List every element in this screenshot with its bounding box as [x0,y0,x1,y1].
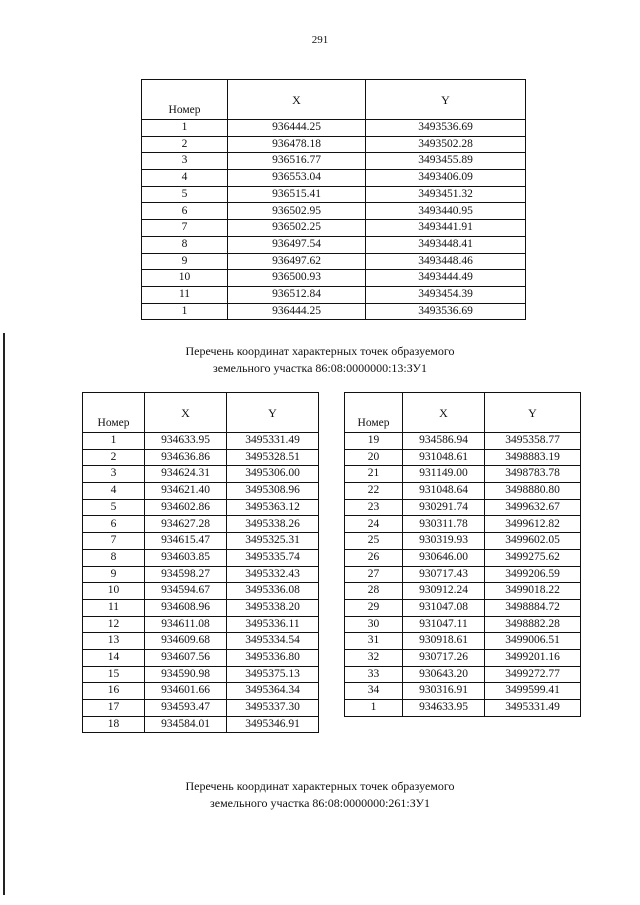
table-row [345,683,581,700]
cell-x: 936502.25 [228,220,366,237]
cell-x: 934584.01 [145,716,227,733]
table-row [142,170,526,187]
cell-x: 936512.84 [228,286,366,303]
table-row [142,220,526,237]
cell-number: 4 [83,483,145,500]
cell-x: 936502.95 [228,203,366,220]
cell-number: 6 [142,203,228,220]
cell-x: 934594.67 [145,583,227,600]
cell-y: 3498882.28 [485,616,581,633]
table-row [83,649,319,666]
header-y: Y [485,393,581,433]
cell-y: 3498883.19 [485,449,581,466]
cell-x: 930717.43 [403,566,485,583]
cell-x: 930643.20 [403,666,485,683]
cell-x: 936553.04 [228,170,366,187]
table-row [142,120,526,137]
table-row [345,533,581,550]
cell-number: 20 [345,449,403,466]
header-x: X [228,80,366,120]
table-row [345,700,581,717]
cell-x: 934608.96 [145,599,227,616]
cell-x: 936516.77 [228,153,366,170]
table-row [345,566,581,583]
cell-x: 930319.93 [403,533,485,550]
table-row [345,516,581,533]
cell-y: 3493451.32 [366,186,526,203]
cell-number: 22 [345,483,403,500]
table-row [83,549,319,566]
cell-y: 3495346.91 [227,716,319,733]
table-row [83,599,319,616]
table-row [345,466,581,483]
cell-y: 3495337.30 [227,700,319,717]
cell-number: 2 [83,449,145,466]
cell-x: 934607.56 [145,649,227,666]
table-row [83,483,319,500]
cell-y: 3499602.05 [485,533,581,550]
table-row [142,253,526,270]
cell-x: 934621.40 [145,483,227,500]
cell-y: 3493454.39 [366,286,526,303]
cell-y: 3499206.59 [485,566,581,583]
header-x: X [145,393,227,433]
cell-number: 26 [345,549,403,566]
cell-x: 934590.98 [145,666,227,683]
header-y: Y [366,80,526,120]
cell-y: 3493441.91 [366,220,526,237]
cell-x: 936444.25 [228,303,366,320]
cell-x: 934624.31 [145,466,227,483]
cell-x: 934611.08 [145,616,227,633]
table-row [345,583,581,600]
cell-number: 8 [83,549,145,566]
cell-number: 21 [345,466,403,483]
table-row [83,466,319,483]
table-header-row [83,393,319,433]
cell-y: 3495334.54 [227,633,319,650]
table-row [142,203,526,220]
cell-number: 14 [83,649,145,666]
cell-x: 930311.78 [403,516,485,533]
cell-number: 6 [83,516,145,533]
page-number: 291 [311,34,329,46]
cell-y: 3499201.16 [485,649,581,666]
cell-number: 10 [83,583,145,600]
table-row [142,286,526,303]
cell-y: 3499006.51 [485,633,581,650]
table-row [345,666,581,683]
cell-y: 3493448.41 [366,236,526,253]
table-row [345,449,581,466]
table-row [345,549,581,566]
table-row [83,633,319,650]
caption-line-2: земельного участка 86:08:0000000:261:ЗУ1 [210,796,430,810]
cell-x: 934609.68 [145,633,227,650]
cell-number: 30 [345,616,403,633]
cell-y: 3499632.67 [485,499,581,516]
cell-x: 930316.91 [403,683,485,700]
cell-x: 936497.54 [228,236,366,253]
cell-number: 31 [345,633,403,650]
cell-y: 3495338.20 [227,599,319,616]
cell-y: 3498884.72 [485,599,581,616]
cell-y: 3495335.74 [227,549,319,566]
table-row [142,270,526,287]
cell-y: 3493440.95 [366,203,526,220]
cell-number: 8 [142,236,228,253]
cell-x: 934633.95 [145,433,227,450]
cell-number: 7 [83,533,145,550]
cell-x: 934601.66 [145,683,227,700]
table-row [83,499,319,516]
header-number: Номер [83,393,145,433]
cell-x: 930291.74 [403,499,485,516]
cell-number: 2 [142,136,228,153]
cell-y: 3495325.31 [227,533,319,550]
cell-x: 936515.41 [228,186,366,203]
coordinates-table-2 [82,392,319,733]
cell-x: 934586.94 [403,433,485,450]
cell-number: 3 [83,466,145,483]
table-row [83,533,319,550]
cell-y: 3499272.77 [485,666,581,683]
cell-x: 936444.25 [228,120,366,137]
cell-y: 3495375.13 [227,666,319,683]
cell-number: 25 [345,533,403,550]
cell-y: 3493406.09 [366,170,526,187]
cell-number: 33 [345,666,403,683]
cell-number: 9 [142,253,228,270]
cell-y: 3495336.11 [227,616,319,633]
cell-number: 5 [83,499,145,516]
cell-y: 3498783.78 [485,466,581,483]
table-row [345,499,581,516]
cell-x: 934602.86 [145,499,227,516]
cell-x: 936500.93 [228,270,366,287]
cell-y: 3493448.46 [366,253,526,270]
cell-x: 934627.28 [145,516,227,533]
cell-y: 3493455.89 [366,153,526,170]
cell-y: 3495358.77 [485,433,581,450]
cell-y: 3495331.49 [485,700,581,717]
cell-x: 931149.00 [403,466,485,483]
cell-x: 934598.27 [145,566,227,583]
cell-x: 936478.18 [228,136,366,153]
cell-number: 1 [83,433,145,450]
cell-number: 1 [345,700,403,717]
table-row [142,186,526,203]
cell-number: 4 [142,170,228,187]
cell-x: 931048.64 [403,483,485,500]
cell-x: 931047.08 [403,599,485,616]
cell-x: 936497.62 [228,253,366,270]
cell-x: 931048.61 [403,449,485,466]
cell-y: 3495332.43 [227,566,319,583]
cell-y: 3495328.51 [227,449,319,466]
header-x: X [403,393,485,433]
cell-y: 3498880.80 [485,483,581,500]
cell-number: 34 [345,683,403,700]
table-row [83,449,319,466]
cell-number: 3 [142,153,228,170]
cell-number: 15 [83,666,145,683]
table-row [345,649,581,666]
table-row [83,433,319,450]
caption-line-1: Перечень координат характерных точек образуемого [185,779,455,793]
cell-number: 19 [345,433,403,450]
cell-number: 28 [345,583,403,600]
cell-y: 3495363.12 [227,499,319,516]
cell-number: 32 [345,649,403,666]
cell-x: 934636.86 [145,449,227,466]
cell-x: 934593.47 [145,700,227,717]
cell-number: 12 [83,616,145,633]
cell-x: 934633.95 [403,700,485,717]
table-row [83,716,319,733]
table-row [345,599,581,616]
table-row [83,666,319,683]
cell-x: 931047.11 [403,616,485,633]
header-number: Номер [142,80,228,120]
cell-y: 3495338.26 [227,516,319,533]
table-header-row [345,393,581,433]
cell-number: 10 [142,270,228,287]
cell-number: 23 [345,499,403,516]
cell-y: 3493536.69 [366,303,526,320]
cell-number: 9 [83,566,145,583]
cell-y: 3495336.80 [227,649,319,666]
cell-number: 17 [83,700,145,717]
cell-y: 3495308.96 [227,483,319,500]
header-number: Номер [345,393,403,433]
table-row [142,153,526,170]
cell-y: 3499599.41 [485,683,581,700]
cell-number: 16 [83,683,145,700]
cell-y: 3495331.49 [227,433,319,450]
coordinates-table-3 [344,392,581,717]
cell-y: 3499612.82 [485,516,581,533]
table-row [83,583,319,600]
table-header-row [142,80,526,120]
cell-y: 3493444.49 [366,270,526,287]
table-row [83,516,319,533]
cell-x: 930646.00 [403,549,485,566]
table-row [142,236,526,253]
cell-number: 29 [345,599,403,616]
cell-y: 3493536.69 [366,120,526,137]
cell-x: 930717.26 [403,649,485,666]
table-row [142,303,526,320]
table-row [345,433,581,450]
table-row [345,633,581,650]
cell-number: 11 [142,286,228,303]
cell-y: 3495336.08 [227,583,319,600]
caption-line-1: Перечень координат характерных точек образуемого [185,344,455,358]
cell-number: 1 [142,303,228,320]
table-row [142,136,526,153]
cell-y: 3499275.62 [485,549,581,566]
cell-number: 27 [345,566,403,583]
cell-x: 930912.24 [403,583,485,600]
cell-number: 13 [83,633,145,650]
cell-y: 3495306.00 [227,466,319,483]
table-row [83,700,319,717]
cell-number: 18 [83,716,145,733]
cell-number: 5 [142,186,228,203]
caption-parcel-13 [0,343,640,377]
table-row [83,683,319,700]
cell-x: 934615.47 [145,533,227,550]
cell-number: 7 [142,220,228,237]
caption-parcel-261 [0,778,640,812]
cell-number: 24 [345,516,403,533]
table-row [345,616,581,633]
table-row [83,566,319,583]
cell-x: 934603.85 [145,549,227,566]
cell-number: 11 [83,599,145,616]
table-row [345,483,581,500]
coordinates-table-1 [141,79,526,320]
cell-y: 3493502.28 [366,136,526,153]
table-row [83,616,319,633]
cell-y: 3499018.22 [485,583,581,600]
cell-number: 1 [142,120,228,137]
header-y: Y [227,393,319,433]
cell-x: 930918.61 [403,633,485,650]
cell-y: 3495364.34 [227,683,319,700]
caption-line-2: земельного участка 86:08:0000000:13:ЗУ1 [213,361,427,375]
